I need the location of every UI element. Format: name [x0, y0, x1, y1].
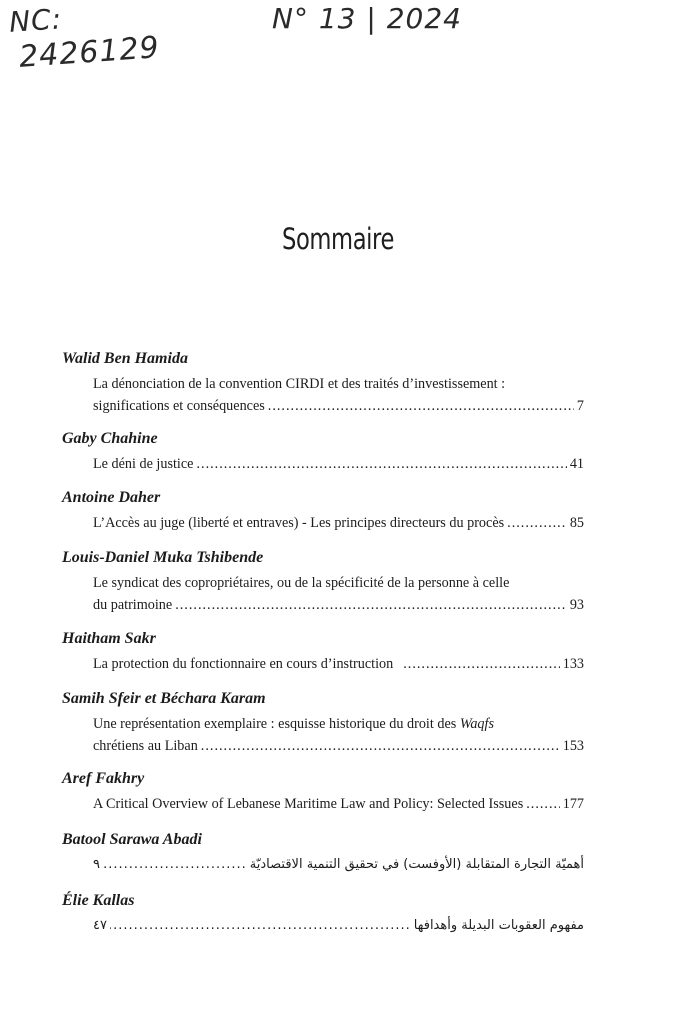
author-name: Élie Kallas	[62, 892, 135, 909]
article-title: L’Accès au juge (liberté et entraves) - Les principes directeurs du procès	[93, 515, 505, 531]
article-title-emphasis: Waqfs	[459, 716, 494, 732]
dot-leader	[268, 395, 574, 417]
dot-leader	[103, 854, 247, 876]
article-title-text: Une représentation exemplaire : esquisse historique du droit des	[93, 716, 460, 732]
author-name: Samih Sfeir et Béchara Karam	[62, 690, 266, 707]
page-number: ٩	[93, 857, 100, 872]
dot-leader	[507, 512, 567, 534]
toc-entry	[62, 349, 584, 413]
page-number: 177	[562, 796, 584, 812]
page-number: 85	[569, 515, 584, 531]
toc-entry	[62, 629, 584, 675]
author-name: Walid Ben Hamida	[62, 350, 188, 367]
dot-leader	[403, 653, 560, 675]
article-title: أهميّة التجارة المتقابلة (الأوفست) في تحقيق التنمية الاقتصاديّة	[249, 857, 584, 872]
article-title-continued	[93, 395, 584, 417]
article-line	[93, 915, 584, 937]
dot-leader	[201, 735, 560, 757]
page-number: 133	[562, 656, 584, 672]
toc-entry	[62, 548, 584, 614]
toc-entry	[62, 769, 584, 815]
author-name: Batool Sarawa Abadi	[62, 831, 202, 848]
article-title	[93, 713, 584, 735]
article-title: Le syndicat des copropriétaires, ou de la spécificité de la personne à celle	[93, 575, 510, 591]
handwritten-nc-label: NC:	[8, 2, 64, 39]
dot-leader	[196, 453, 566, 475]
article-line	[93, 453, 584, 475]
page-number: 93	[569, 597, 584, 613]
handwritten-issue-number: N° 13 | 2024	[272, 2, 462, 35]
article-title-line2: chrétiens au Liban	[93, 738, 198, 754]
author-name: Gaby Chahine	[62, 430, 158, 447]
dot-leader	[526, 793, 559, 815]
article-title: Le déni de justice	[93, 456, 194, 472]
toc-entry	[62, 830, 584, 876]
toc-entry	[62, 488, 584, 534]
author-name: Aref Fakhry	[62, 770, 145, 787]
article-title: La protection du fonctionnaire en cours d’instruction	[93, 656, 394, 672]
page-number: 153	[562, 738, 584, 754]
page-number: 7	[576, 398, 584, 414]
article-title: La dénonciation de la convention CIRDI et des traités d’investissement :	[93, 376, 506, 392]
article-line	[93, 854, 584, 876]
page-title: Sommaire	[281, 222, 395, 256]
author-name: Haitham Sakr	[62, 630, 156, 647]
page-number: 41	[569, 456, 584, 472]
article-title-line2: du patrimoine	[93, 597, 173, 613]
article-line	[93, 512, 584, 534]
dot-leader	[110, 915, 411, 937]
article-line	[93, 653, 584, 675]
article-line	[93, 793, 584, 815]
dot-leader	[175, 594, 567, 616]
handwritten-nc-number: 2426129	[18, 30, 161, 75]
toc-entry	[62, 429, 584, 475]
article-title: مفهوم العقوبات البديلة وأهدافها	[413, 918, 584, 933]
author-name: Louis-Daniel Muka Tshibende	[62, 549, 264, 566]
article-title-continued	[93, 594, 584, 616]
table-of-contents	[62, 349, 584, 937]
toc-entry	[62, 689, 584, 755]
toc-entry	[62, 891, 584, 937]
article-title-continued	[93, 735, 584, 757]
author-name: Antoine Daher	[62, 489, 161, 506]
article-title: A Critical Overview of Lebanese Maritime Law and Policy: Selected Issues	[93, 796, 524, 812]
page-number: ٤٧	[93, 918, 107, 933]
article-title-line2: significations et conséquences	[93, 398, 265, 414]
